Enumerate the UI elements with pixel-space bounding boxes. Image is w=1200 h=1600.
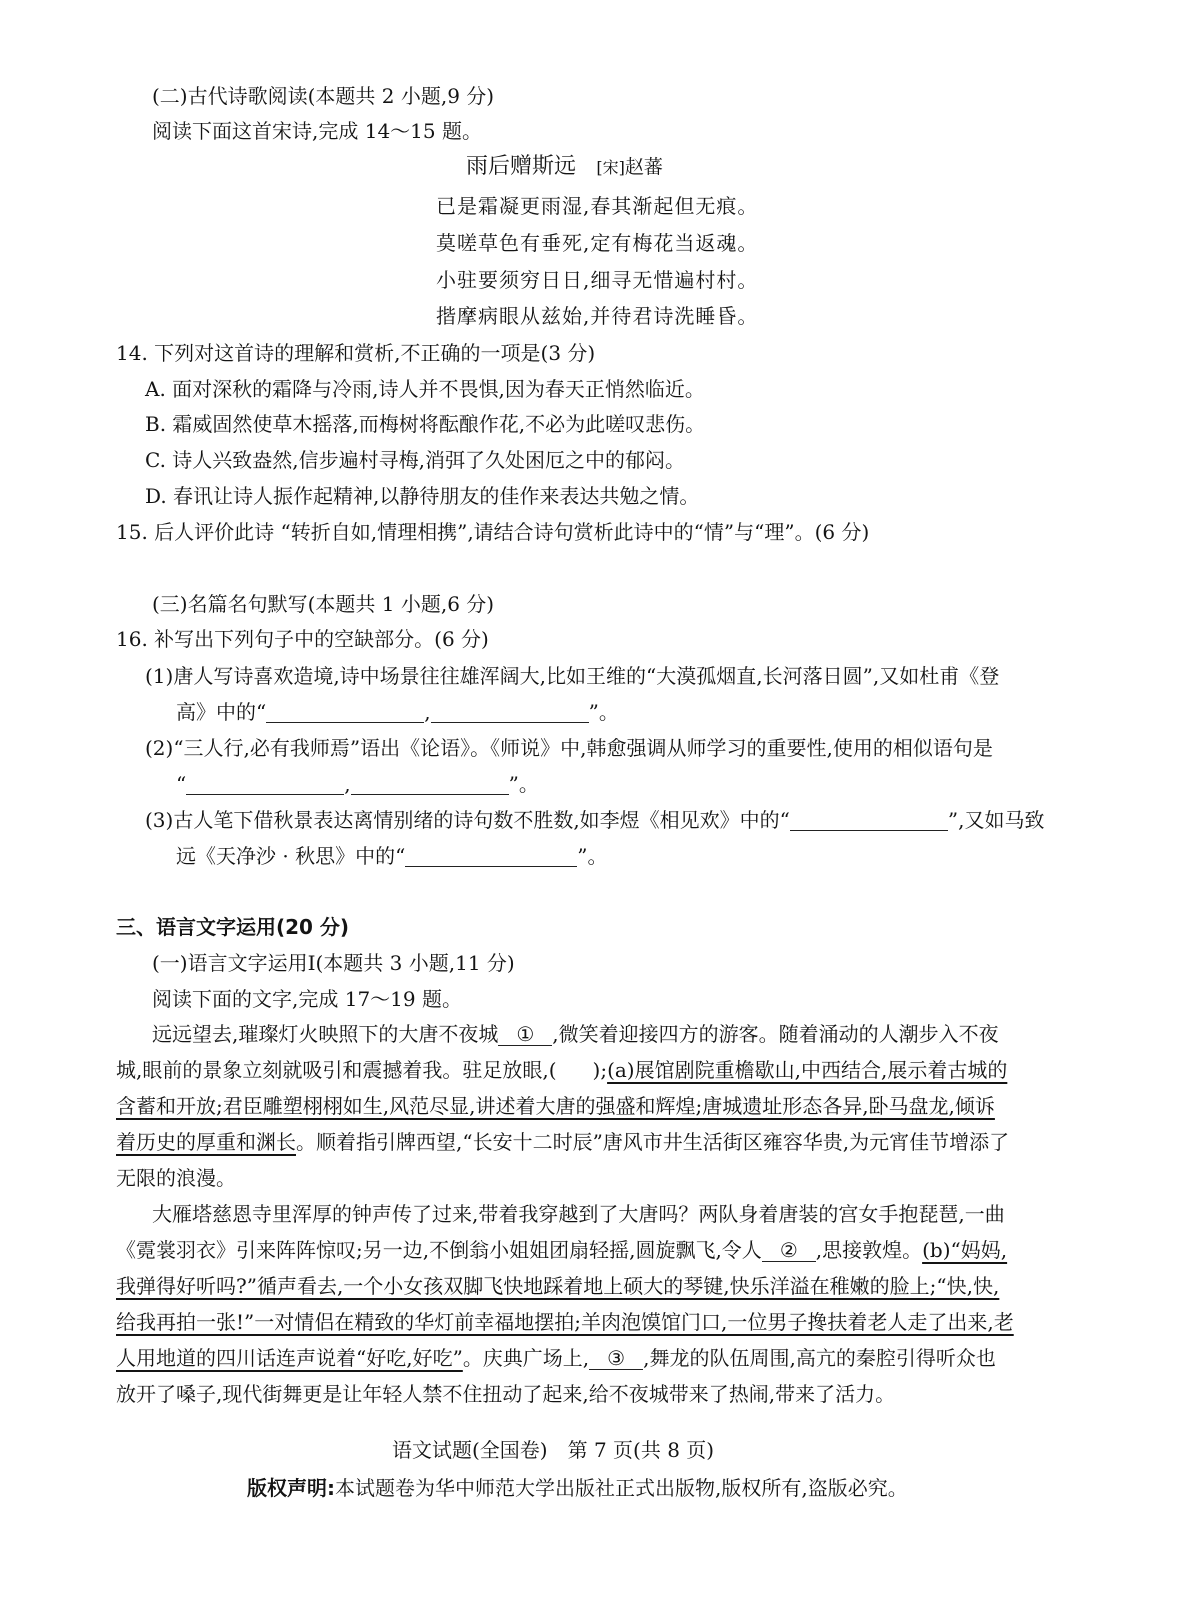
poem-title-line <box>466 156 663 178</box>
poem-line: 莫嗟草色有垂死,定有梅花当返魂。 <box>436 231 759 255</box>
question-16-part-2: (2)“三人行,必有我师焉”语出《论语》。《师说》中,韩愈强调从师学习的重要性,使用的相似语句是 <box>145 736 993 760</box>
question-14-stem: 14. 下列对这首诗的理解和赏析,不正确的一项是(3 分) <box>116 341 596 365</box>
answer-blank[interactable] <box>186 774 344 795</box>
passage-line: 无限的浪漫。 <box>116 1166 236 1190</box>
poem-line: 小驻要须穷日日,细寻无惜遍村村。 <box>436 268 759 292</box>
section-heading-poetry: (二)古代诗歌阅读(本题共 2 小题,9 分) <box>152 84 495 108</box>
answer-blank[interactable] <box>351 774 509 795</box>
answer-blank[interactable] <box>266 702 424 723</box>
blank-marker-1: ① <box>498 1024 552 1046</box>
underlined-sentence-a: (a)展馆剧院重檐歇山,中西结合,展示着古城的 <box>607 1058 1008 1082</box>
question-16-part-1: (1)唐人写诗喜欢造境,诗中场景往往雄浑阔大,比如王维的“大漠孤烟直,长河落日圆”,又如杜甫《登 <box>145 664 1000 688</box>
blank-marker-2: ② <box>762 1240 816 1262</box>
underlined-sentence-a-cont: 含蓄和开放;君臣雕塑栩栩如生,风范尽显,讲述着大唐的强盛和辉煌;唐城遗址形态各异,卧马盘龙,倾诉 <box>116 1094 995 1118</box>
copyright-notice <box>247 1478 908 1498</box>
question-14-option-d: D. 春讯让诗人振作起精神,以静待朋友的佳作来表达共勉之情。 <box>145 484 700 508</box>
section-instruction-poetry: 阅读下面这首宋诗,完成 14～15 题。 <box>152 119 482 143</box>
answer-blank[interactable] <box>431 702 589 723</box>
question-14-option-b: B. 霜威固然使草木摇落,而梅树将酝酿作花,不必为此嗟叹悲伤。 <box>145 412 706 436</box>
question-16-part-2-blanks: “ , ”。 <box>176 772 539 796</box>
passage-line: 人用地道的四川话连声说着“好吃,好吃”。庆典广场上, ③ ,舞龙的队伍周围,高亢的秦腔引得听众也 <box>116 1346 996 1370</box>
passage-line: 着历史的厚重和渊长。顺着指引牌西望,“长安十二时辰”唐风市井生活街区雍容华贵,为元宵佳节增添了 <box>116 1130 1010 1154</box>
part-3-instruction: 阅读下面的文字,完成 17～19 题。 <box>152 987 462 1011</box>
passage-line: 《霓裳羽衣》引来阵阵惊叹;另一边,不倒翁小姐姐团扇轻摇,圆旋飘飞,令人 ② ,思接敦煌。(b)“妈妈, <box>116 1238 1008 1262</box>
poem-dynasty: [宋] <box>596 158 625 177</box>
underlined-sentence-b-cont: 我弹得好听吗?”循声看去,一个小女孩双脚飞快地踩着地上硕大的琴键,快乐洋溢在稚嫩的脸上;“快,快, <box>116 1274 1000 1298</box>
question-16-part-3: (3)古人笔下借秋景表达离情别绪的诗句数不胜数,如李煜《相见欢》中的“ ”,又如马致 <box>145 808 1045 832</box>
underlined-sentence-a-end: 着历史的厚重和渊长 <box>116 1130 296 1154</box>
question-14-option-c: C. 诗人兴致盎然,信步遍村寻梅,消弭了久处困厄之中的郁闷。 <box>145 448 686 472</box>
answer-blank[interactable] <box>790 810 948 831</box>
page-footer-info: 语文试题(全国卷) 第 7 页(共 8 页) <box>392 1438 715 1462</box>
question-16-stem: 16. 补写出下列句子中的空缺部分。(6 分) <box>116 627 489 651</box>
poem-title: 雨后赠斯远 <box>466 154 577 179</box>
question-16-part-1-blanks: 高》中的“ , ”。 <box>176 700 619 724</box>
passage-line: 城,眼前的景象立刻就吸引和震撼着我。驻足放眼,( );(a)展馆剧院重檐歇山,中西结合,展示着古城的 <box>116 1058 1008 1082</box>
question-14-option-a: A. 面对深秋的霜降与冷雨,诗人并不畏惧,因为春天正悄然临近。 <box>145 377 705 401</box>
question-15-stem: 15. 后人评价此诗 “转折自如,情理相携”,请结合诗句赏析此诗中的“情”与“理”。(6 分) <box>116 520 870 544</box>
part-3-sub-heading: (一)语言文字运用Ⅰ(本题共 3 小题,11 分) <box>152 951 515 975</box>
blank-marker-3: ③ <box>589 1348 643 1370</box>
underlined-sentence-b: (b)“妈妈, <box>922 1238 1008 1262</box>
passage-line: 放开了嗓子,现代街舞更是让年轻人禁不住扭动了起来,给不夜城带来了热闹,带来了活力。 <box>116 1382 896 1406</box>
section-heading-recitation: (三)名篇名句默写(本题共 1 小题,6 分) <box>152 592 495 616</box>
answer-blank[interactable] <box>405 846 577 867</box>
part-3-heading: 三、语言文字运用(20 分) <box>116 915 350 939</box>
poem-line: 揩摩病眼从兹始,并待君诗洗睡昏。 <box>436 304 759 328</box>
poem-line: 已是霜凝更雨湿,春其渐起但无痕。 <box>436 194 759 218</box>
poem-author: 赵蕃 <box>624 156 663 178</box>
passage-line: 大雁塔慈恩寺里浑厚的钟声传了过来,带着我穿越到了大唐吗？两队身着唐装的宫女手抱琵琶,一曲 <box>152 1202 1005 1226</box>
question-16-part-3-blanks: 远《天净沙 · 秋思》中的“ ”。 <box>176 844 608 868</box>
copyright-text: 本试题卷为华中师范大学出版社正式出版物,版权所有,盗版必究。 <box>335 1476 908 1500</box>
underlined-sentence-b-cont: 给我再拍一张!”一对情侣在精致的华灯前幸福地摆拍;羊肉泡馍馆门口,一位男子搀扶着老人走了出来,老 <box>116 1310 1014 1334</box>
underlined-sentence-b-end: 人用地道的四川话连声说着“好吃,好吃” <box>116 1346 463 1370</box>
passage-line: 远远望去,璀璨灯火映照下的大唐不夜城 ① ,微笑着迎接四方的游客。随着涌动的人潮步入不夜 <box>152 1022 999 1046</box>
copyright-label: 版权声明: <box>247 1476 335 1500</box>
